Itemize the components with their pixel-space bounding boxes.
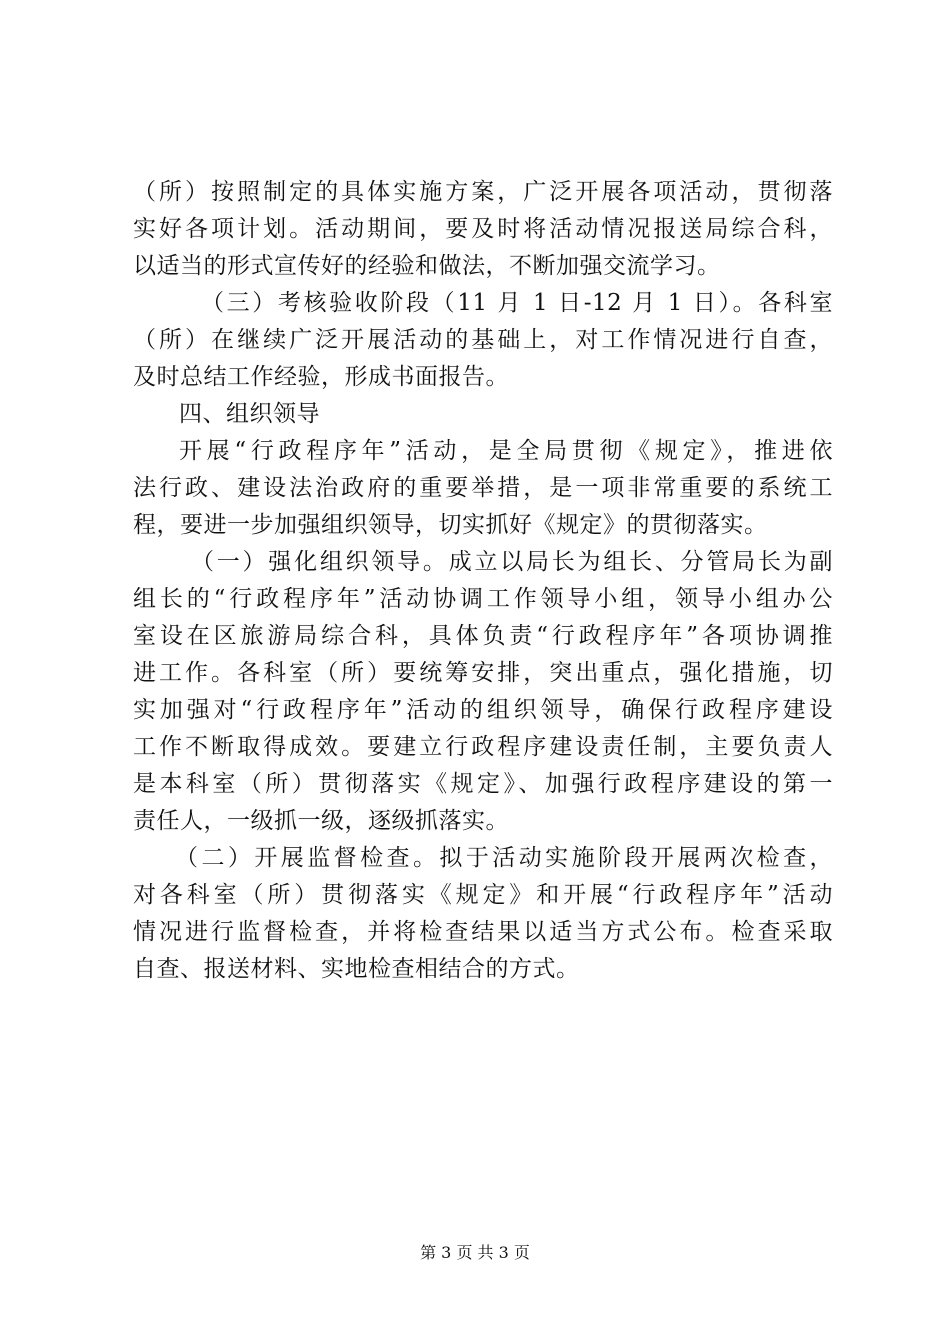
section-heading-line: （三）考核验收阶段（11 月 1 日-12 月 1 日）。各科室 [201,290,833,316]
text-line: 实好各项计划。活动期间，要及时将活动情况报送局综合科， [133,216,833,242]
text-line: 实加强对“行政程序年”活动的组织领导，确保行政程序建设 [133,697,833,723]
text-line: 法行政、建设法治政府的重要举措，是一项非常重要的系统工 [133,475,833,501]
text-line: 室设在区旅游局综合科，具体负责“行政程序年”各项协调推 [133,623,833,649]
text-line: （所）在继续广泛开展活动的基础上，对工作情况进行自查， [133,327,833,353]
subsection-heading-line: （二）开展监督检查。拟于活动实施阶段开展两次检查， [175,845,833,871]
text-line: 情况进行监督检查，并将检查结果以适当方式公布。检查采取 [133,919,833,945]
section-title: 四、组织领导 [179,401,320,427]
text-line: 组长的“行政程序年”活动协调工作领导小组，领导小组办公 [133,586,833,612]
text-line: 责任人，一级抓一级，逐级抓落实。 [133,808,509,834]
document-body [133,174,833,988]
text-line: 是本科室（所）贯彻落实《规定》、加强行政程序建设的第一 [133,771,833,797]
text-line: 进工作。各科室（所）要统筹安排，突出重点，强化措施，切 [133,660,833,686]
text-line: 工作不断取得成效。要建立行政程序建设责任制，主要负责人 [133,734,833,760]
subsection-heading-line: （一）强化组织领导。成立以局长为组长、分管局长为副 [191,549,833,575]
text-line: 自查、报送材料、实地检查相结合的方式。 [133,956,580,982]
text-line: 以适当的形式宣传好的经验和做法，不断加强交流学习。 [133,253,721,279]
text-line: 程，要进一步加强组织领导，切实抓好《规定》的贯彻落实。 [133,512,768,538]
text-line: 开展“行政程序年”活动，是全局贯彻《规定》，推进依 [179,438,833,464]
text-line: 及时总结工作经验，形成书面报告。 [133,364,509,390]
text-line: 对各科室（所）贯彻落实《规定》和开展“行政程序年”活动 [133,882,833,908]
page-number-footer: 第 3 页 共 3 页 [420,1243,530,1262]
text-line: （所）按照制定的具体实施方案，广泛开展各项活动，贯彻落 [133,179,833,205]
